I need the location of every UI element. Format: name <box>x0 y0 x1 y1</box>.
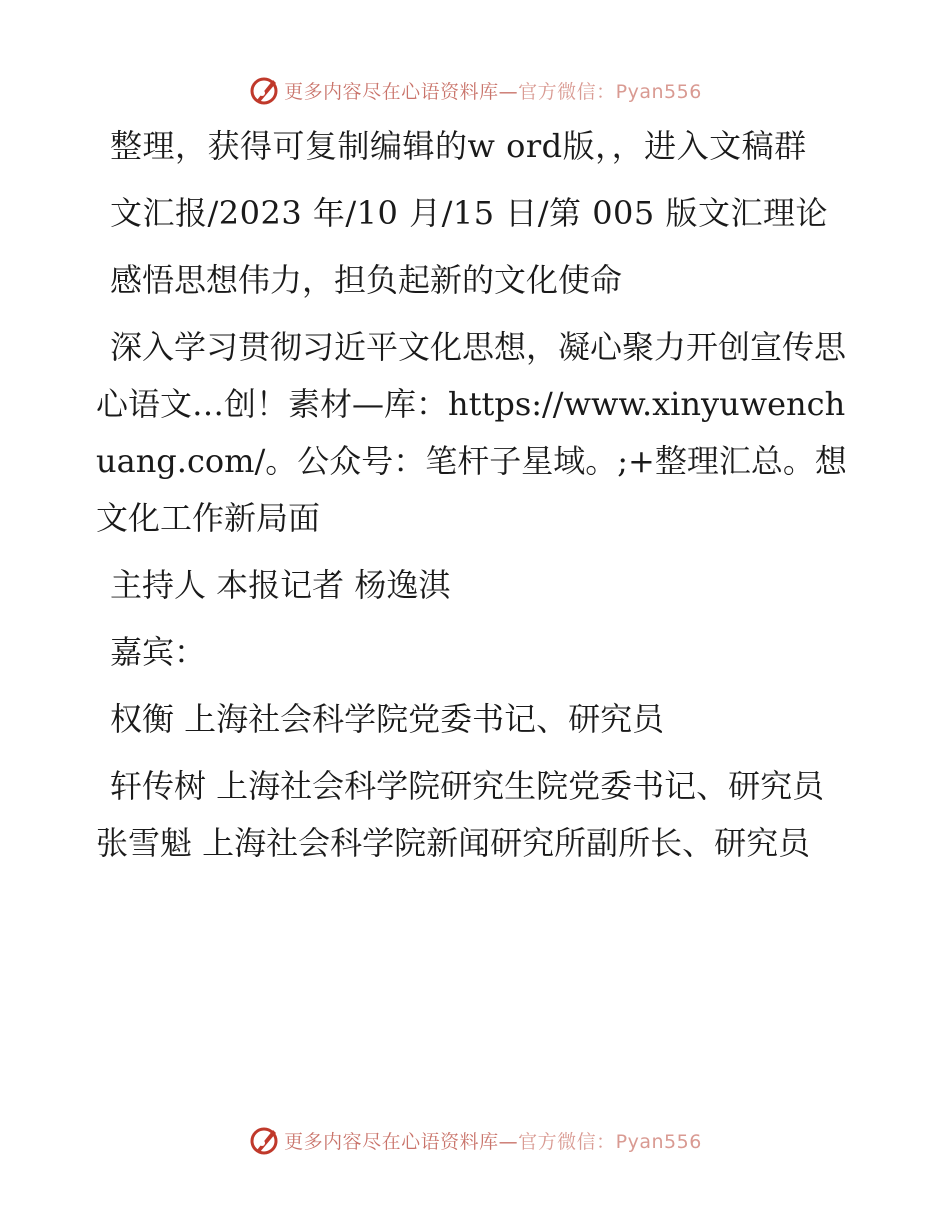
paragraph-source: 文汇报/2023 年/10 月/15 日/第 005 版文汇理论 <box>110 194 828 232</box>
paragraph-host: 主持人 本报记者 杨逸淇 <box>110 566 451 604</box>
banner-separator: — <box>498 80 519 103</box>
paragraph-guests-label: 嘉宾： <box>110 633 207 671</box>
banner-text <box>284 77 702 104</box>
banner-site-name: 更多内容尽在心语资料库 <box>284 1130 499 1153</box>
footer-banner <box>0 1120 950 1160</box>
paragraph-subtitle: 深入学习贯彻习近平文化思想，凝心聚力开创宣传思心语文…创！素材—库：https://www.xinyuwenchuang.com/。公众号：笔杆子星域。;+整理汇总。想文化工作新局面 <box>96 328 847 537</box>
pen-logo-icon <box>248 1124 280 1156</box>
document-body <box>96 118 856 882</box>
banner-site-name: 更多内容尽在心语资料库 <box>284 80 499 103</box>
article-title: 感悟思想伟力，担负起新的文化使命 <box>110 261 623 299</box>
paragraph-guest-2: 轩传树 上海社会科学院研究生院党委书记、研究员张雪魁 上海社会科学院新闻研究所副所长、研究员 <box>96 767 825 862</box>
paragraph-note: 整理，获得可复制编辑的w ord版，，进入文稿群 <box>110 127 807 165</box>
paragraph-guest-1: 权衡 上海社会科学院党委书记、研究员 <box>110 700 665 738</box>
banner-separator: — <box>498 1130 519 1153</box>
header-banner <box>0 70 950 110</box>
banner-text <box>284 1127 702 1154</box>
banner-contact: 官方微信：Pyan556 <box>518 1130 702 1153</box>
pen-logo-icon <box>248 74 280 106</box>
banner-contact: 官方微信：Pyan556 <box>518 80 702 103</box>
